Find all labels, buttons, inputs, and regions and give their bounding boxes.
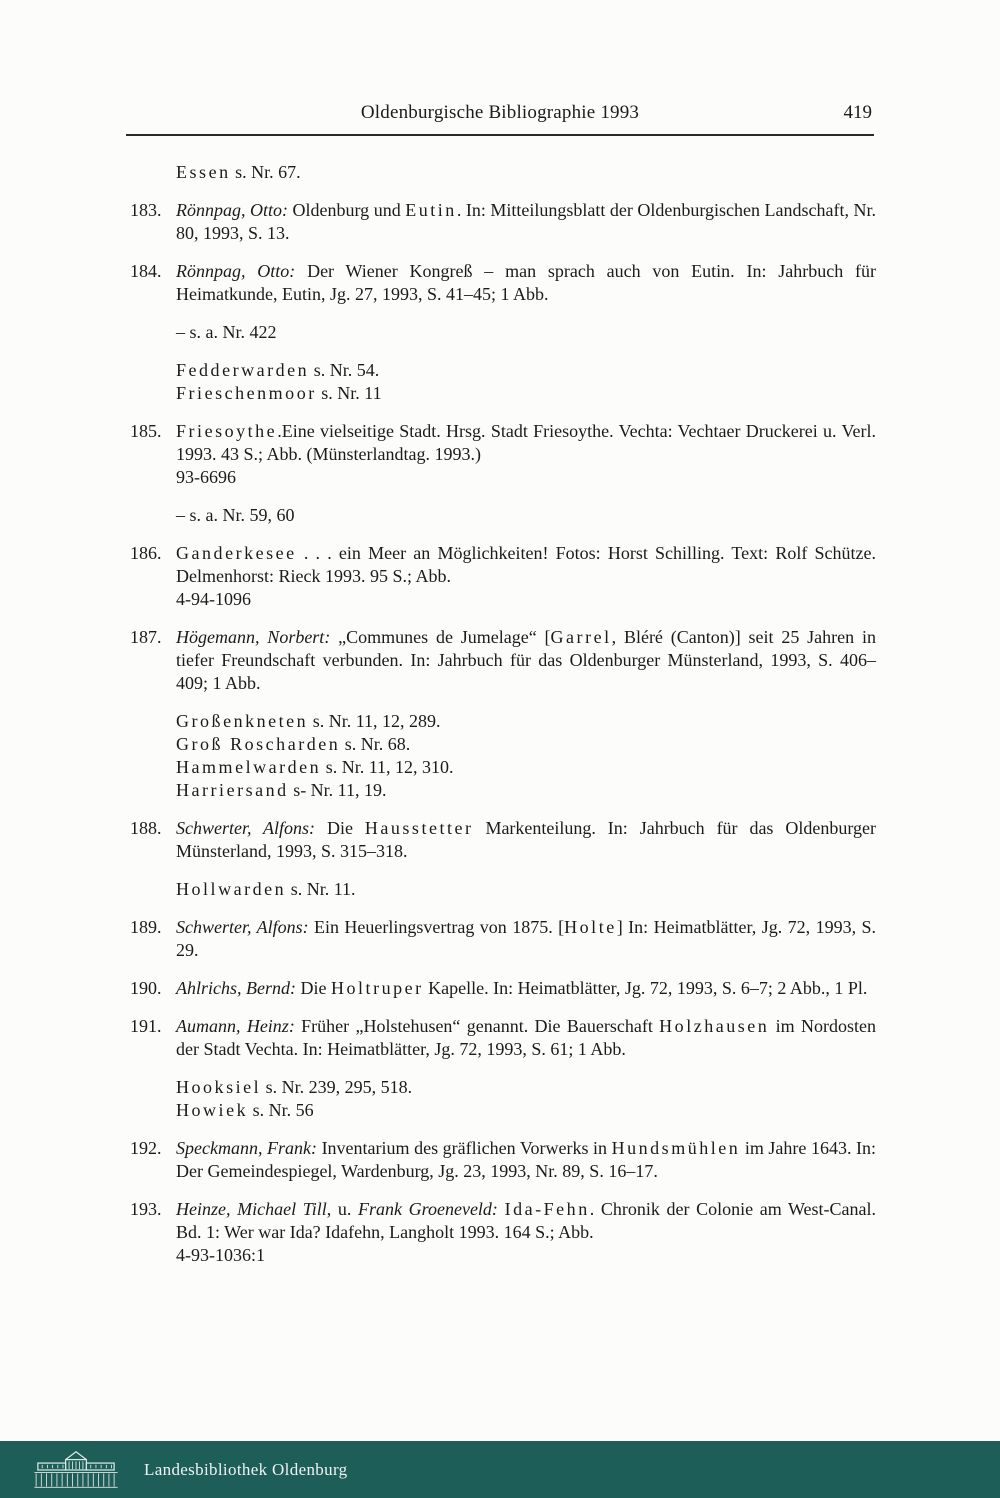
- bibliography-entry: [130, 1137, 876, 1183]
- entry-text: Essen s. Nr. 67.: [176, 162, 301, 182]
- footer-label: Landesbibliothek Oldenburg: [144, 1459, 348, 1479]
- entry-number: 189.: [130, 917, 162, 937]
- bibliography-entry: [130, 542, 876, 611]
- entry-text: Groß Roscharden s. Nr. 68.: [176, 734, 411, 754]
- entry-text: Hammelwarden s. Nr. 11, 12, 310.: [176, 757, 454, 777]
- bibliography-entry: [130, 817, 876, 863]
- entry-text: Rönnpag, Otto: Der Wiener Kongreß – man sprach auch von Eutin. In: Jahrbuch für Heimatkunde, Eutin, Jg. 27, 1993, S. 41–45; 1 Abb.: [176, 261, 876, 304]
- entry-text: Heinze, Michael Till, u. Frank Groeneveld: Ida-Fehn. Chronik der Colonie am West-Canal. Bd. 1: Wer war Ida? Idafehn, Langholt 1993. 164 S.; Abb.: [176, 1199, 877, 1242]
- entry-number: 192.: [130, 1138, 162, 1158]
- cross-reference: [130, 359, 876, 405]
- entry-text: Hollwarden s. Nr. 11.: [176, 879, 356, 899]
- bibliography-entry: [130, 420, 876, 489]
- page-number: 419: [843, 102, 872, 123]
- cross-reference: [130, 710, 876, 802]
- entry-number: 187.: [130, 627, 162, 647]
- entry-text: Großenkneten s. Nr. 11, 12, 289.: [176, 711, 441, 731]
- cross-reference: [130, 504, 876, 527]
- bibliography-entry: [130, 977, 876, 1000]
- entry-text: Högemann, Norbert: „Communes de Jumelage“ [Garrel, Bléré (Canton)] seit 25 Jahren in tiefer Freundschaft verbunden. In: Jahrbuch für das Oldenburger Münsterland, 1993, S. 406–409; 1 Abb.: [176, 627, 876, 693]
- library-building-logo: [24, 1448, 128, 1492]
- bibliography-entry: [130, 626, 876, 695]
- footer-bar: [0, 1441, 1000, 1498]
- cross-reference: [130, 321, 876, 344]
- bibliography-entry: [130, 199, 876, 245]
- entry-number: 190.: [130, 978, 162, 998]
- entry-text: Schwerter, Alfons: Ein Heuerlingsvertrag von 1875. [Holte] In: Heimatblätter, Jg. 72, 1993, S. 29.: [176, 917, 876, 960]
- entry-text: Friesoythe.Eine vielseitige Stadt. Hrsg. Stadt Friesoythe. Vechta: Vechtaer Druckerei u. Verl. 1993. 43 S.; Abb. (Münsterlandtag. 1993.): [176, 421, 876, 464]
- entry-text: Howiek s. Nr. 56: [176, 1100, 314, 1120]
- entry-number: 191.: [130, 1016, 162, 1036]
- bibliography-entries: [130, 146, 876, 1267]
- entry-text: Harriersand s- Nr. 11, 19.: [176, 780, 387, 800]
- catalog-id: 4-93-1036:1: [176, 1245, 265, 1265]
- entry-text: Speckmann, Frank: Inventarium des gräflichen Vorwerks in Hundsmühlen im Jahre 1643. In: Der Gemeindespiegel, Wardenburg, Jg. 23, 1993, Nr. 89, S. 16–17.: [176, 1138, 876, 1181]
- entry-number: 193.: [130, 1199, 162, 1219]
- entry-text: Ganderkesee . . . ein Meer an Möglichkeiten! Fotos: Horst Schilling. Text: Rolf Schütze. Delmenhorst: Rieck 1993. 95 S.; Abb.: [176, 543, 876, 586]
- cross-reference: [130, 878, 876, 901]
- catalog-id: 93-6696: [176, 467, 236, 487]
- entry-number: 183.: [130, 200, 162, 220]
- entry-text: – s. a. Nr. 59, 60: [176, 505, 295, 525]
- bibliography-entry: [130, 1015, 876, 1061]
- entry-number: 186.: [130, 543, 162, 563]
- cross-reference: [130, 161, 876, 184]
- page-title: Oldenburgische Bibliographie 1993: [360, 102, 640, 123]
- entry-text: Frieschenmoor s. Nr. 11: [176, 383, 382, 403]
- page-header: [126, 102, 874, 136]
- bibliography-entry: [130, 260, 876, 306]
- catalog-id: 4-94-1096: [176, 589, 251, 609]
- entry-text: – s. a. Nr. 422: [176, 322, 277, 342]
- entry-text: Rönnpag, Otto: Oldenburg und Eutin. In: Mitteilungsblatt der Oldenburgischen Landschaft, Nr. 80, 1993, S. 13.: [176, 200, 876, 243]
- entry-number: 185.: [130, 421, 162, 441]
- entry-text: Aumann, Heinz: Früher „Holstehusen“ genannt. Die Bauerschaft Holzhausen im Nordosten der Stadt Vechta. In: Heimatblätter, Jg. 72, 1993, S. 61; 1 Abb.: [176, 1016, 876, 1059]
- entry-text: Schwerter, Alfons: Die Hausstetter Markenteilung. In: Jahrbuch für das Oldenburger Münsterland, 1993, S. 315–318.: [176, 818, 876, 861]
- bibliography-entry: [130, 916, 876, 962]
- cross-reference: [130, 1076, 876, 1122]
- bibliography-entry: [130, 1198, 876, 1267]
- entry-number: 188.: [130, 818, 162, 838]
- entry-number: 184.: [130, 261, 162, 281]
- entry-text: Fedderwarden s. Nr. 54.: [176, 360, 380, 380]
- entry-text: Ahlrichs, Bernd: Die Holtruper Kapelle. In: Heimatblätter, Jg. 72, 1993, S. 6–7; 2 Abb., 1 Pl.: [176, 978, 868, 998]
- entry-text: Hooksiel s. Nr. 239, 295, 518.: [176, 1077, 413, 1097]
